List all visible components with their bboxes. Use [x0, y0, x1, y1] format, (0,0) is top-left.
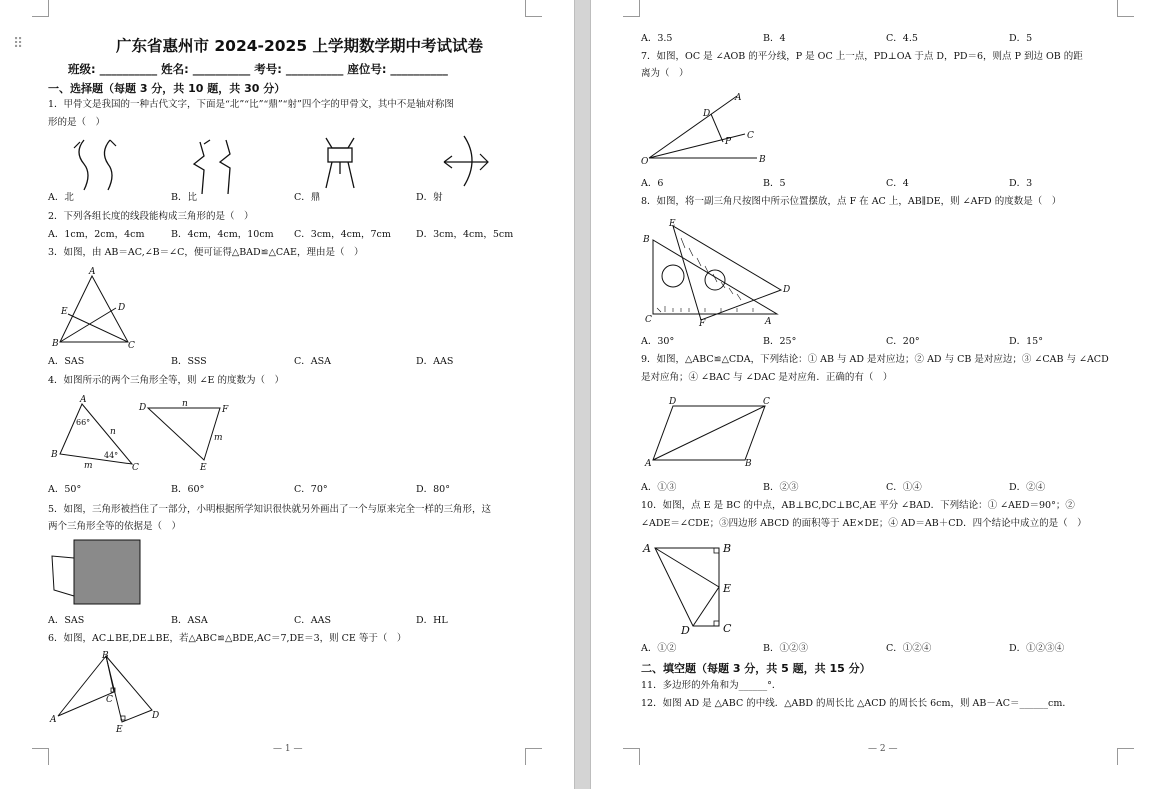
- svg-text:E: E: [669, 219, 676, 229]
- svg-text:B: B: [102, 651, 109, 661]
- q12-text: 12．如图 AD 是 △ABC 的中线．△ABD 的周长比 △ACD 的周长长 6cm，则 AB－AC＝______cm．: [641, 698, 1072, 709]
- q6-figure: [48, 650, 168, 736]
- q1-glyph-ding: [320, 134, 360, 194]
- q1-option-c[interactable]: C．鼎: [294, 192, 321, 203]
- svg-text:F: F: [222, 405, 229, 415]
- q9-option-d[interactable]: D．②④: [1009, 482, 1046, 493]
- q1-glyph-bei: [70, 132, 130, 202]
- q3-option-b[interactable]: B．SSS: [171, 356, 207, 367]
- svg-text:E: E: [61, 307, 68, 317]
- page-gutter: [574, 0, 591, 789]
- q6-option-c[interactable]: C．4.5: [886, 33, 918, 44]
- q4-option-a[interactable]: A．50°: [48, 484, 82, 495]
- svg-text:66°: 66°: [76, 418, 91, 427]
- exam-title: 广东省惠州市 2024-2025 上学期数学期中考试试卷: [116, 37, 484, 55]
- q11-text: 11．多边形的外角和为______°．: [641, 680, 782, 691]
- q7-option-c[interactable]: C．4: [886, 178, 909, 189]
- svg-text:E: E: [723, 582, 732, 595]
- svg-text:A: A: [645, 459, 652, 469]
- q10-option-b[interactable]: B．①②③: [763, 643, 808, 654]
- svg-text:C: C: [132, 463, 139, 473]
- q3-text: 3．如图，由 AB＝AC,∠B＝∠C，便可证得△BAD≌△CAE，理由是（ ）: [48, 247, 364, 258]
- section-1-heading: 一、选择题（每题 3 分，共 10 题，共 30 分）: [48, 82, 286, 95]
- crop-mark: [623, 748, 640, 765]
- svg-text:44°: 44°: [104, 451, 119, 460]
- q6-option-d[interactable]: D．5: [1009, 33, 1033, 44]
- q4-option-c[interactable]: C．70°: [294, 484, 328, 495]
- svg-text:D: D: [703, 109, 711, 119]
- q1-option-d[interactable]: D．射: [416, 192, 443, 203]
- svg-text:B: B: [723, 542, 732, 555]
- svg-text:B: B: [759, 155, 766, 165]
- svg-text:A: A: [643, 542, 651, 555]
- student-info-line: 班级: __________ 姓名: __________ 考号: __________ 座位号: __________: [68, 62, 448, 76]
- q8-option-d[interactable]: D．15°: [1009, 336, 1043, 347]
- q5-option-b[interactable]: B．ASA: [171, 615, 208, 626]
- q2-option-d[interactable]: D．3cm，4cm，5cm: [416, 229, 514, 240]
- q5-text: 5．如图，三角形被挡住了一部分，小明根据所学知识很快就另外画出了一个与原来完全一样的三角形，这: [48, 504, 492, 515]
- q2-option-a[interactable]: A．1cm，2cm，4cm: [48, 229, 145, 240]
- svg-text:O: O: [641, 157, 649, 167]
- q9-figure: [645, 394, 785, 470]
- svg-text:C: C: [128, 341, 135, 351]
- q7-figure: [641, 88, 771, 168]
- q9-text-2: 是对应角；④ ∠BAC 与 ∠DAC 是对应角．正确的有（ ）: [641, 372, 893, 383]
- document-page-1: [0, 0, 574, 789]
- q9-text: 9．如图，△ABC≌△CDA，下列结论：① AB 与 AD 是对应边；② AD 与 CB 是对应边；③ ∠CAB 与 ∠ACD: [641, 354, 1109, 365]
- svg-text:D: D: [669, 397, 677, 407]
- q10-text: 10．如图，点 E 是 BC 的中点，AB⊥BC,DC⊥BC,AE 平分 ∠BAD．下列结论：① ∠AED＝90°；②: [641, 500, 1075, 511]
- q1-text: 1．甲骨文是我国的一种古代文字，下面是“北”“比”“鼎”“射”四个字的甲骨文，其中不是轴对称图: [48, 99, 454, 110]
- q1-option-a[interactable]: A．北: [48, 192, 74, 203]
- section-2-heading: 二、填空题（每题 3 分，共 5 题，共 15 分）: [641, 662, 871, 675]
- svg-text:B: B: [52, 339, 59, 349]
- svg-text:C: C: [763, 397, 770, 407]
- svg-text:C: C: [747, 131, 754, 141]
- svg-text:E: E: [200, 463, 207, 473]
- q10-option-c[interactable]: C．①②④: [886, 643, 932, 654]
- crop-mark: [623, 0, 640, 17]
- svg-text:D: D: [152, 711, 160, 721]
- svg-text:C: C: [645, 315, 652, 325]
- svg-text:D: D: [681, 624, 690, 637]
- q3-option-c[interactable]: C．ASA: [294, 356, 331, 367]
- q3-option-d[interactable]: D．AAS: [416, 356, 454, 367]
- q5-figure: [50, 538, 150, 608]
- q1-glyph-bi: [190, 136, 250, 202]
- q7-option-a[interactable]: A．6: [641, 178, 664, 189]
- svg-text:m: m: [214, 433, 223, 443]
- drag-handle-icon[interactable]: ⠿: [13, 36, 24, 52]
- q8-option-b[interactable]: B．25°: [763, 336, 797, 347]
- q8-figure: [641, 218, 801, 328]
- svg-text:m: m: [84, 461, 93, 471]
- svg-text:B: B: [745, 459, 752, 469]
- q4-option-d[interactable]: D．80°: [416, 484, 450, 495]
- q3-option-a[interactable]: A．SAS: [48, 356, 85, 367]
- page-number-1: — 1 —: [273, 744, 303, 754]
- q9-option-c[interactable]: C．①④: [886, 482, 922, 493]
- crop-mark: [32, 748, 49, 765]
- page-number-2: — 2 —: [868, 744, 898, 754]
- q7-text-2: 离为（ ）: [641, 68, 689, 79]
- crop-mark: [525, 0, 542, 17]
- svg-text:E: E: [116, 725, 123, 735]
- svg-text:B: B: [643, 235, 650, 245]
- q8-text: 8．如图，将一副三角尺按图中所示位置摆放，点 F 在 AC 上，AB∥DE，则 ∠AFD 的度数是（ ）: [641, 196, 1062, 207]
- svg-text:A: A: [765, 317, 772, 327]
- q6-option-b[interactable]: B．4: [763, 33, 786, 44]
- svg-text:P: P: [725, 137, 732, 147]
- svg-text:n: n: [110, 427, 116, 437]
- crop-mark: [32, 0, 49, 17]
- q9-option-a[interactable]: A．①③: [641, 482, 677, 493]
- q2-option-b[interactable]: B．4cm，4cm，10cm: [171, 229, 274, 240]
- q5-option-c[interactable]: C．AAS: [294, 615, 331, 626]
- q5-text-2: 两个三角形全等的依据是（ ）: [48, 521, 182, 532]
- q10-option-a[interactable]: A．①②: [641, 643, 677, 654]
- q6-text: 6．如图，AC⊥BE,DE⊥BE，若△ABC≌△BDE,AC＝7,DE＝3，则 CE 等于（ ）: [48, 633, 407, 644]
- crop-mark: [525, 748, 542, 765]
- svg-text:A: A: [50, 715, 57, 725]
- svg-text:A: A: [80, 395, 87, 405]
- svg-text:C: C: [723, 622, 732, 635]
- svg-text:A: A: [89, 267, 96, 277]
- svg-text:B: B: [51, 450, 58, 460]
- q6-option-a[interactable]: A．3.5: [641, 33, 673, 44]
- q10-text-2: ∠ADE＝∠CDE；③四边形 ABCD 的面积等于 AE×DE；④ AD＝AB＋CD．四个结论中成立的是（ ）: [641, 518, 1087, 529]
- q10-option-d[interactable]: D．①②③④: [1009, 643, 1065, 654]
- q5-option-d[interactable]: D．HL: [416, 615, 448, 626]
- svg-text:A: A: [735, 93, 742, 103]
- svg-text:C: C: [106, 695, 113, 705]
- q4-figure: [50, 394, 240, 476]
- q1-glyph-she: [440, 132, 490, 192]
- svg-text:n: n: [182, 399, 188, 409]
- q7-text: 7．如图，OC 是 ∠AOB 的平分线，P 是 OC 上一点，PD⊥OA 于点 D，PD＝6，则点 P 到边 OB 的距: [641, 51, 1083, 62]
- q2-option-c[interactable]: C．3cm，4cm，7cm: [294, 229, 391, 240]
- q3-figure: [50, 266, 140, 350]
- q9-option-b[interactable]: B．②③: [763, 482, 799, 493]
- q10-figure: [643, 536, 743, 638]
- document-page-2: [591, 0, 1174, 789]
- q1-text-2: 形的是（ ）: [48, 117, 106, 128]
- svg-text:F: F: [699, 319, 706, 329]
- svg-text:D: D: [118, 303, 126, 313]
- q2-text: 2．下列各组长度的线段能构成三角形的是（ ）: [48, 211, 254, 222]
- crop-mark: [1117, 748, 1134, 765]
- q8-option-c[interactable]: C．20°: [886, 336, 920, 347]
- q4-option-b[interactable]: B．60°: [171, 484, 205, 495]
- svg-text:D: D: [139, 403, 147, 413]
- q8-option-a[interactable]: A．30°: [641, 336, 675, 347]
- svg-text:D: D: [783, 285, 791, 295]
- q5-option-a[interactable]: A．SAS: [48, 615, 85, 626]
- q7-option-d[interactable]: D．3: [1009, 178, 1033, 189]
- q7-option-b[interactable]: B．5: [763, 178, 786, 189]
- crop-mark: [1117, 0, 1134, 17]
- q1-option-b[interactable]: B．比: [171, 192, 197, 203]
- q4-text: 4．如图所示的两个三角形全等，则 ∠E 的度数为（ ）: [48, 375, 284, 386]
